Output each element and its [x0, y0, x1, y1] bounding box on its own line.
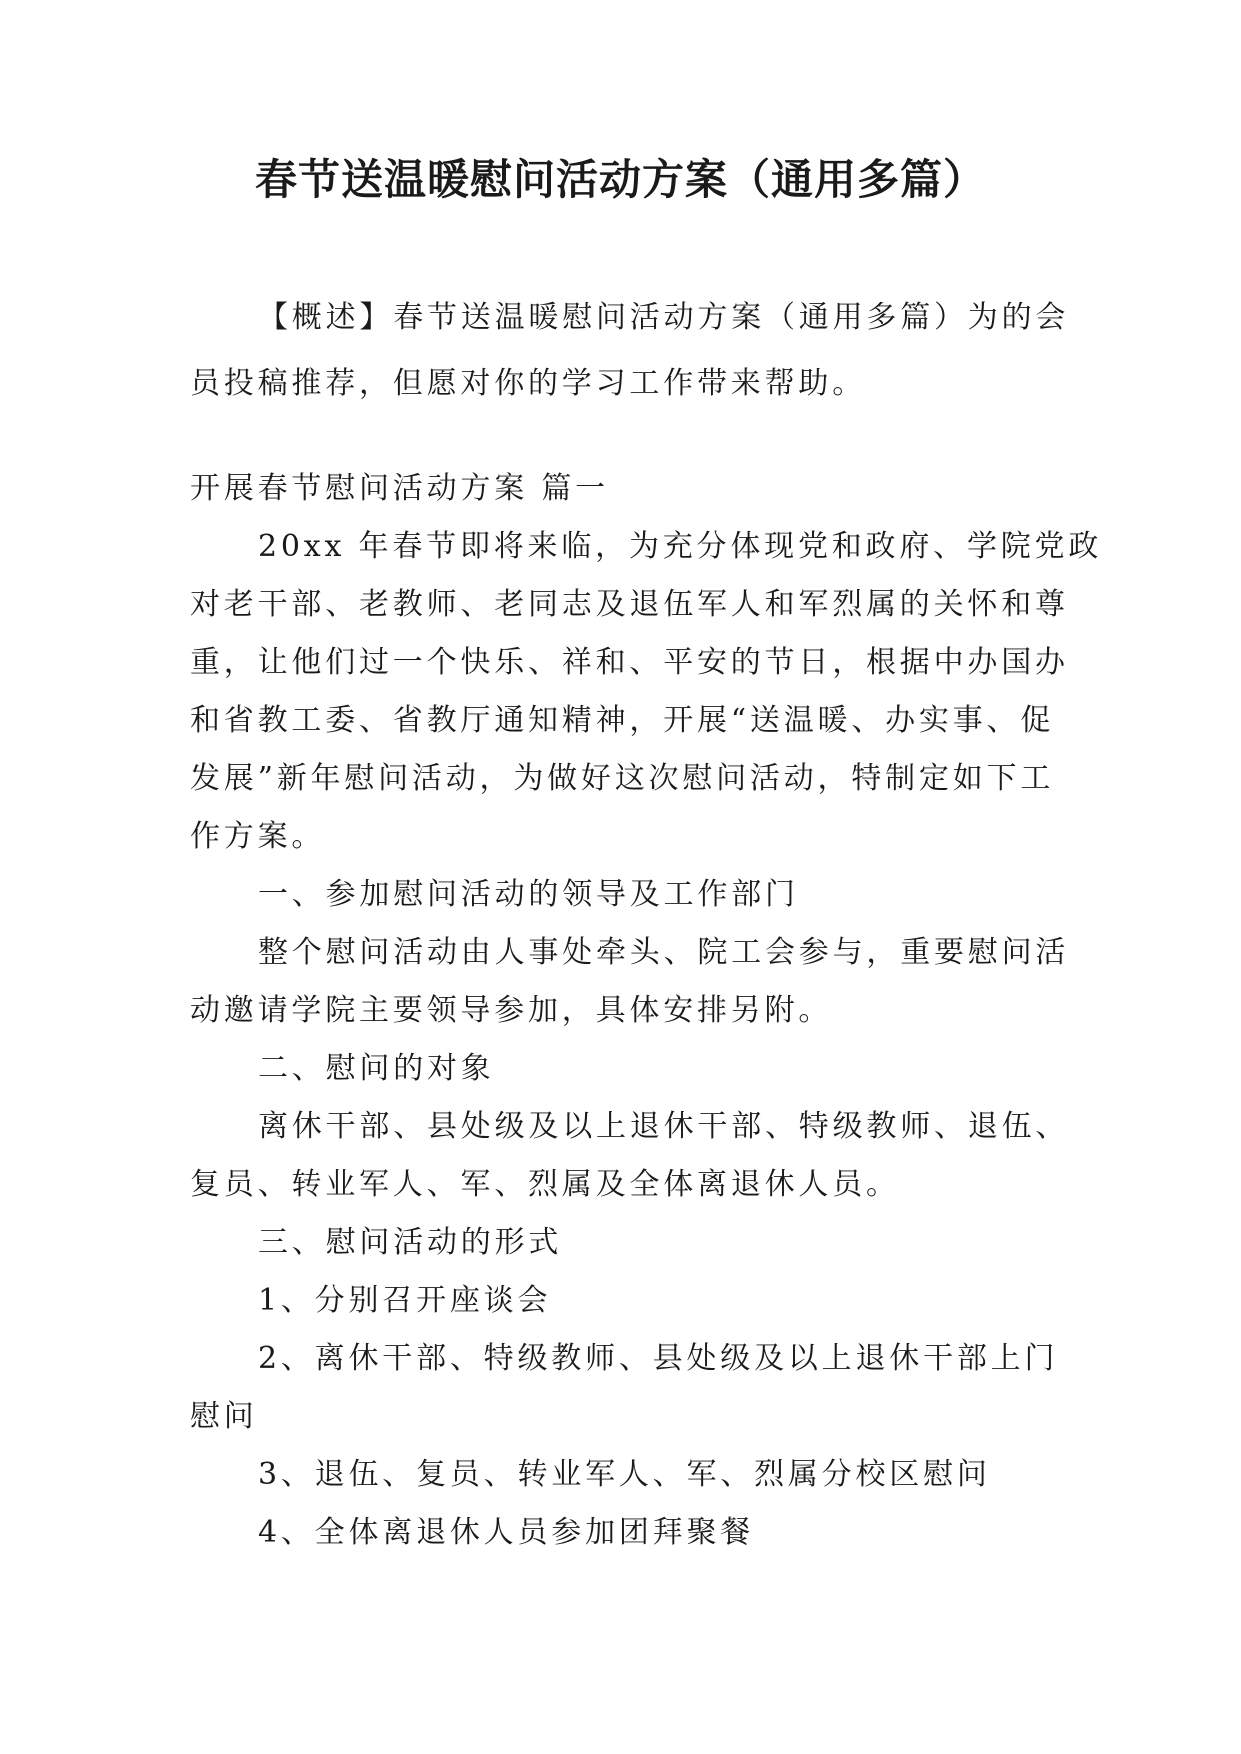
form-item-2 [190, 1330, 1060, 1446]
part1-paragraph [190, 924, 1070, 1040]
part1-heading: 一、参加慰问活动的领导及工作部门 [258, 877, 799, 912]
intro-line: 20xx 年春节即将来临，为充分体现党和政府、学院党政 [258, 529, 1103, 564]
part2-paragraph [190, 1098, 1070, 1214]
section-body [190, 460, 1103, 1562]
summary-line: 员投稿推荐，但愿对你的学习工作带来帮助。 [190, 366, 866, 401]
part1-line: 动邀请学院主要领导参加，具体安排另附。 [190, 993, 833, 1028]
form-item-3: 3、退伍、复员、转业军人、军、烈属分校区慰问 [258, 1457, 991, 1492]
intro-line: 作方案。 [190, 819, 326, 854]
part2-line: 离休干部、县处级及以上退休干部、特级教师、退伍、 [258, 1109, 1070, 1144]
summary-line: 【概述】春节送温暖慰问活动方案（通用多篇）为的会 [258, 300, 1070, 335]
part2-heading: 二、慰问的对象 [258, 1051, 495, 1086]
form-item-1: 1、分别召开座谈会 [258, 1283, 552, 1318]
part1-line: 整个慰问活动由人事处牵头、院工会参与，重要慰问活 [258, 935, 1070, 970]
part3-heading: 三、慰问活动的形式 [258, 1225, 563, 1260]
part2-line: 复员、转业军人、军、烈属及全体离退休人员。 [190, 1167, 900, 1202]
section-heading: 开展春节慰问活动方案 篇一 [190, 471, 609, 506]
intro-line: 发展”新年慰问活动，为做好这次慰问活动，特制定如下工 [190, 761, 1055, 796]
summary-paragraph [190, 285, 1070, 417]
intro-line: 和省教工委、省教厅通知精神，开展“送温暖、办实事、促 [190, 703, 1055, 738]
intro-line: 对老干部、老教师、老同志及退伍军人和军烈属的关怀和尊 [190, 587, 1069, 622]
document-title: 春节送温暖慰问活动方案（通用多篇） [254, 155, 986, 204]
intro-line: 重，让他们过一个快乐、祥和、平安的节日，根据中办国办 [190, 645, 1069, 680]
form-item-2-line: 慰问 [190, 1399, 258, 1434]
form-item-2-line: 2、离休干部、特级教师、县处级及以上退休干部上门 [258, 1341, 1059, 1376]
form-item-4: 4、全体离退休人员参加团拜聚餐 [258, 1515, 755, 1550]
intro-paragraph [190, 518, 1103, 866]
